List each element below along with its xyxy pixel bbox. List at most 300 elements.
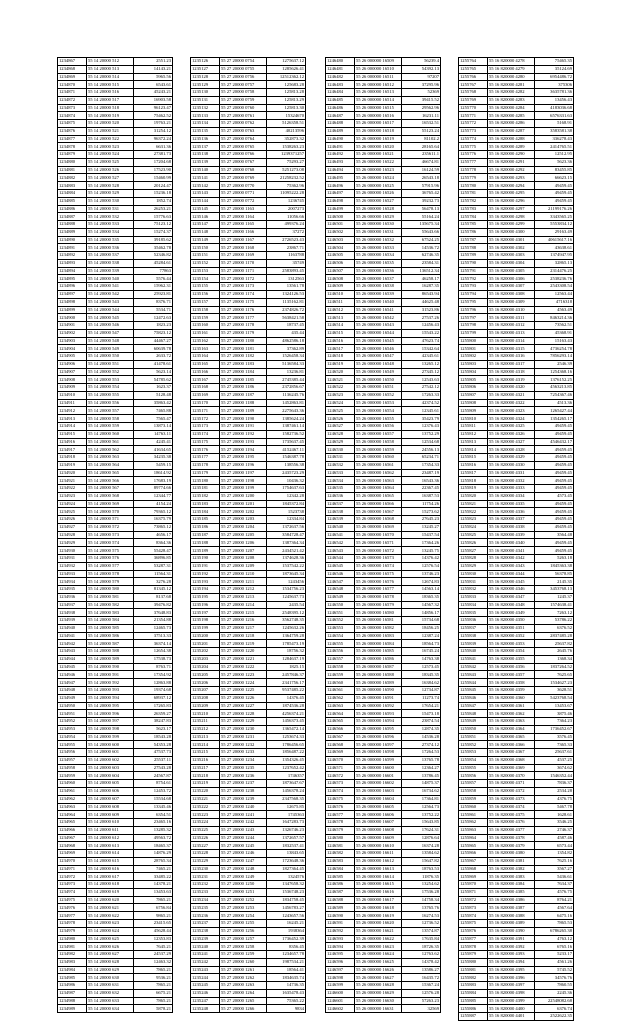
account-code-cell: 55 27 20000 1235 [220, 764, 267, 772]
amount-cell: 15473.18 [402, 710, 441, 718]
record-number-cell: 1255764 [459, 58, 488, 66]
record-number-cell: 1255798 [459, 322, 488, 330]
record-number-cell: 1235141 [191, 174, 220, 182]
record-number-cell: 1255815 [459, 454, 488, 462]
table-row [58, 283, 173, 291]
table-row [58, 531, 173, 539]
table-row [459, 259, 574, 267]
amount-cell: 15543.22 [402, 329, 441, 337]
amount-cell: 18726.35 [402, 943, 441, 951]
record-number-cell: 1246541 [326, 531, 355, 539]
record-number-cell: 1255872 [459, 896, 488, 904]
amount-cell: 3276.28 [134, 578, 173, 586]
record-number-cell: 1255855 [459, 764, 488, 772]
record-number-cell: 1235146 [191, 213, 220, 221]
amount-cell: 3674.62 [535, 764, 574, 772]
account-code-cell: 55 14 20000 548 [87, 337, 134, 345]
amount-cell: 1723648.36 [267, 857, 306, 865]
record-number-cell: 1255802 [459, 353, 488, 361]
amount-cell: 37272 [267, 228, 306, 236]
account-code-cell: 55 27 20000 1219 [220, 640, 267, 648]
record-number-cell: 1246482 [326, 73, 355, 81]
amount-cell: 28765.34 [134, 857, 173, 865]
table-row [191, 617, 306, 625]
account-code-cell: 55 16 820000 4335 [488, 500, 535, 508]
account-code-cell: 55 14 20000 625 [87, 935, 134, 943]
record-number-cell: 1234924 [58, 500, 87, 508]
record-number-cell: 1234983 [58, 958, 87, 966]
account-code-cell: 55 26 000000 16542 [355, 314, 402, 322]
account-code-cell: 55 14 20000 579 [87, 578, 134, 586]
account-code-cell: 55 16 820000 4384 [488, 881, 535, 889]
table-row [459, 213, 574, 221]
account-code-cell: 55 16 820000 4321 [488, 391, 535, 399]
account-code-cell: 55 27 20000 1164 [220, 213, 267, 221]
amount-cell: 15236.18 [134, 190, 173, 198]
table-row [459, 741, 574, 749]
amount-cell: 13752.29 [402, 430, 441, 438]
record-number-cell: 1234884 [58, 190, 87, 198]
account-code-cell: 55 26 000000 16524 [355, 174, 402, 182]
account-code-cell: 55 16 820000 4360 [488, 694, 535, 702]
record-number-cell: 1234886 [58, 205, 87, 213]
table-row [191, 803, 306, 811]
record-number-cell: 1246521 [326, 376, 355, 384]
record-number-cell: 1246597 [326, 966, 355, 974]
table-row [459, 539, 574, 547]
table-row [459, 415, 574, 423]
table-row [58, 73, 173, 81]
account-code-cell: 55 16 820000 4352 [488, 632, 535, 640]
table-row [326, 151, 441, 159]
account-code-cell: 55 16 820000 4381 [488, 857, 535, 865]
record-number-cell: 1235203 [191, 655, 220, 663]
account-code-cell: 55 27 20000 1237 [220, 780, 267, 788]
table-row [326, 516, 441, 524]
table-row [191, 508, 306, 516]
table-row [58, 780, 173, 788]
table-row [191, 749, 306, 757]
amount-cell: 7865.21 [134, 982, 173, 990]
record-number-cell: 1246562 [326, 694, 355, 702]
record-number-cell: 1246520 [326, 368, 355, 376]
table-row [58, 640, 173, 648]
account-code-cell: 55 14 20000 613 [87, 842, 134, 850]
record-number-cell: 1235158 [191, 306, 220, 314]
account-code-cell: 55 26 000000 16545 [355, 337, 402, 345]
table-row [326, 430, 441, 438]
table-row [58, 182, 173, 190]
record-number-cell: 1255832 [459, 586, 488, 594]
table-row [459, 127, 574, 135]
account-code-cell: 55 16 820000 4296 [488, 197, 535, 205]
record-number-cell: 1255864 [459, 834, 488, 842]
table-row [58, 795, 173, 803]
record-number-cell: 1246579 [326, 826, 355, 834]
amount-cell: 1834635.74 [267, 974, 306, 982]
account-code-cell: 55 27 20000 1191 [220, 422, 267, 430]
table-row [326, 842, 441, 850]
amount-cell: 8356.45 [267, 943, 306, 951]
record-number-cell: 1246556 [326, 648, 355, 656]
account-code-cell: 55 14 20000 617 [87, 873, 134, 881]
table-row [459, 228, 574, 236]
table-row [459, 873, 574, 881]
record-number-cell: 1235229 [191, 857, 220, 865]
table-row [459, 943, 574, 951]
record-number-cell: 1234910 [58, 391, 87, 399]
account-code-cell: 55 14 20000 529 [87, 190, 134, 198]
amount-cell: 54353.28 [134, 741, 173, 749]
account-code-cell: 55 27 20000 1201 [220, 500, 267, 508]
account-code-cell: 55 27 20000 1241 [220, 811, 267, 819]
table-row [191, 935, 306, 943]
table-row [459, 407, 574, 415]
record-number-cell: 1234925 [58, 508, 87, 516]
amount-cell: 16435.72 [402, 974, 441, 982]
table-row [459, 290, 574, 298]
account-code-cell: 55 27 20000 1245 [220, 842, 267, 850]
account-code-cell: 55 27 20000 1200 [220, 492, 267, 500]
amount-cell: 23584.31 [402, 259, 441, 267]
record-number-cell: 1235156 [191, 290, 220, 298]
amount-cell: 12387.24 [402, 632, 441, 640]
record-number-cell: 1235248 [191, 1005, 220, 1013]
account-code-cell: 55 27 20000 1250 [220, 881, 267, 889]
amount-cell: 49459.45 [535, 461, 574, 469]
amount-cell: 4563.49 [535, 306, 574, 314]
amount-cell: 15367.24 [402, 982, 441, 990]
amount-cell: 52346.82 [134, 252, 173, 260]
table-row [326, 523, 441, 531]
table-row [191, 795, 306, 803]
amount-cell: 7254367.46 [535, 391, 574, 399]
account-code-cell: 55 14 20000 618 [87, 881, 134, 889]
record-number-cell: 1255775 [459, 143, 488, 151]
table-row [326, 531, 441, 539]
record-number-cell: 1234972 [58, 873, 87, 881]
record-number-cell: 1255837 [459, 624, 488, 632]
account-code-cell: 55 16 820000 4297 [488, 205, 535, 213]
amount-cell: 375306 [535, 81, 574, 89]
record-number-cell: 1246580 [326, 834, 355, 842]
amount-cell: 55643.66 [402, 228, 441, 236]
table-row [326, 213, 441, 221]
amount-cell: 1254368.16 [535, 368, 574, 376]
amount-cell: 4763.12 [535, 935, 574, 943]
table-row [459, 951, 574, 959]
record-number-cell: 1234930 [58, 547, 87, 555]
record-number-cell: 1234964 [58, 811, 87, 819]
table-row [191, 982, 306, 990]
table-row [459, 997, 574, 1005]
amount-cell: 2372856.67 [267, 384, 306, 392]
amount-cell: 13245.27 [402, 523, 441, 531]
table-row [326, 912, 441, 920]
record-number-cell: 1246486 [326, 104, 355, 112]
record-number-cell: 1235235 [191, 904, 220, 912]
record-number-cell: 1235190 [191, 555, 220, 563]
account-code-cell: 55 14 20000 553 [87, 376, 134, 384]
table-row [459, 376, 574, 384]
table-row [191, 360, 306, 368]
account-code-cell: 55 16 820000 4377 [488, 826, 535, 834]
account-code-cell: 55 16 820000 4362 [488, 710, 535, 718]
table-row [58, 65, 173, 73]
table-row [58, 694, 173, 702]
amount-cell: 68937.12 [134, 694, 173, 702]
table-row [58, 601, 173, 609]
record-number-cell: 1246524 [326, 399, 355, 407]
account-code-cell: 55 16 820000 4305 [488, 267, 535, 275]
record-number-cell: 1255845 [459, 687, 488, 695]
table-row [459, 764, 574, 772]
account-code-cell: 55 14 20000 531 [87, 205, 134, 213]
table-row [58, 873, 173, 881]
amount-cell: 6786265.38 [535, 927, 574, 935]
account-code-cell: 55 27 20000 1244 [220, 834, 267, 842]
table-row [326, 764, 441, 772]
amount-cell: 4561.26 [535, 958, 574, 966]
table-row [191, 865, 306, 873]
record-number-cell: 1234968 [58, 842, 87, 850]
amount-cell: 5638421.58 [267, 314, 306, 322]
account-code-cell: 55 16 820000 4304 [488, 259, 535, 267]
table-row [459, 523, 574, 531]
record-number-cell: 1234890 [58, 236, 87, 244]
account-code-cell: 55 26 000000 16514 [355, 96, 402, 104]
table-row [326, 275, 441, 283]
table-row [459, 360, 574, 368]
account-code-cell: 55 27 20000 1239 [220, 795, 267, 803]
record-number-cell: 1255852 [459, 741, 488, 749]
account-code-cell: 55 16 820000 4323 [488, 407, 535, 415]
table-row [191, 888, 306, 896]
amount-cell: 34235.38 [134, 454, 173, 462]
amount-cell: 3562748.35 [267, 617, 306, 625]
account-code-cell: 55 26 000000 16546 [355, 345, 402, 353]
amount-cell: 49459.45 [535, 477, 574, 485]
record-number-cell: 1234871 [58, 89, 87, 97]
account-code-cell: 55 26 000000 16556 [355, 422, 402, 430]
account-code-cell: 55 27 20000 1212 [220, 586, 267, 594]
amount-cell: 16903.58 [134, 96, 173, 104]
amount-cell: 435.44 [267, 329, 306, 337]
account-code-cell: 55 14 20000 570 [87, 508, 134, 516]
account-code-cell: 55 16 820000 4279 [488, 65, 535, 73]
account-code-cell: 55 16 820000 4370 [488, 772, 535, 780]
account-code-cell: 55 16 820000 4369 [488, 764, 535, 772]
amount-cell: 5233.17 [535, 951, 574, 959]
amount-cell: 2457846.37 [267, 671, 306, 679]
amount-cell: 1845372.84 [267, 500, 306, 508]
amount-cell: 4563213.85 [535, 384, 574, 392]
account-code-cell: 55 16 820000 4348 [488, 601, 535, 609]
table-row [58, 904, 173, 912]
record-number-cell: 1234917 [58, 446, 87, 454]
table-row [191, 539, 306, 547]
record-number-cell: 1246546 [326, 570, 355, 578]
record-number-cell: 1235239 [191, 935, 220, 943]
account-code-cell: 55 16 820000 4373 [488, 795, 535, 803]
record-number-cell: 1255822 [459, 508, 488, 516]
amount-cell: 15962.31 [134, 283, 173, 291]
amount-cell: 2746.37 [535, 826, 574, 834]
table-row [459, 694, 574, 702]
account-code-cell: 55 16 820000 4375 [488, 811, 535, 819]
amount-cell: 5623.14 [134, 368, 173, 376]
table-row [459, 391, 574, 399]
table-row [459, 912, 574, 920]
amount-cell: 4862586.18 [267, 337, 306, 345]
table-row [191, 772, 306, 780]
record-number-cell: 1234893 [58, 259, 87, 267]
account-code-cell: 55 27 20000 1169 [220, 252, 267, 260]
account-code-cell: 55 16 820000 4388 [488, 912, 535, 920]
amount-cell: 8376.71 [134, 298, 173, 306]
amount-cell: 4376.75 [535, 795, 574, 803]
table-row [191, 151, 306, 159]
table-row [326, 989, 441, 997]
record-number-cell: 1235222 [191, 803, 220, 811]
account-code-cell: 55 14 20000 538 [87, 259, 134, 267]
account-code-cell: 55 14 20000 619 [87, 888, 134, 896]
record-number-cell: 1246544 [326, 555, 355, 563]
table-row [191, 58, 306, 66]
amount-cell: 83455.85 [535, 166, 574, 174]
record-number-cell: 1235245 [191, 982, 220, 990]
table-row [459, 438, 574, 446]
table-row [459, 609, 574, 617]
amount-cell: 4513.36 [535, 399, 574, 407]
record-number-cell: 1246594 [326, 943, 355, 951]
account-code-cell: 55 26 000000 16602 [355, 780, 402, 788]
record-number-cell: 1246557 [326, 655, 355, 663]
account-code-cell: 55 27 20000 1242 [220, 819, 267, 827]
record-number-cell: 1235174 [191, 430, 220, 438]
amount-cell: 19374.68 [134, 687, 173, 695]
amount-cell: 75123.12 [134, 221, 173, 229]
amount-cell: 8463214.36 [535, 314, 574, 322]
record-number-cell: 1235187 [191, 531, 220, 539]
account-code-cell: 55 16 820000 4372 [488, 787, 535, 795]
account-code-cell: 55 27 20000 1232 [220, 741, 267, 749]
amount-cell: 75462.52 [134, 112, 173, 120]
account-code-cell: 55 27 20000 1255 [220, 919, 267, 927]
table-row [58, 593, 173, 601]
account-code-cell: 55 27 20000 1170 [220, 259, 267, 267]
record-number-cell: 1255876 [459, 927, 488, 935]
amount-cell: 1546387.78 [267, 454, 306, 462]
amount-cell: 49459.45 [535, 539, 574, 547]
record-number-cell: 1234967 [58, 834, 87, 842]
record-number-cell: 1246511 [326, 298, 355, 306]
record-number-cell: 1255799 [459, 329, 488, 337]
amount-cell: 1852.74 [134, 197, 173, 205]
amount-cell: 14536.72 [402, 244, 441, 252]
amount-cell: 5128.48 [134, 391, 173, 399]
table-row [459, 120, 574, 128]
record-number-cell: 1255833 [459, 593, 488, 601]
account-code-cell: 55 27 20000 0757 [220, 81, 267, 89]
table-row [191, 174, 306, 182]
amount-cell: 57263.23 [402, 997, 441, 1005]
amount-cell: 21258232.52 [267, 174, 306, 182]
table-row [58, 819, 173, 827]
amount-cell: 16387.53 [402, 492, 441, 500]
amount-cell: 1526458.34 [267, 353, 306, 361]
account-code-cell: 55 14 20000 559 [87, 422, 134, 430]
record-number-cell: 1235186 [191, 523, 220, 531]
account-code-cell: 55 16 820000 4328 [488, 446, 535, 454]
table-row [58, 58, 173, 66]
amount-cell: 5136584.33 [267, 360, 306, 368]
table-row [459, 337, 574, 345]
amount-cell: 12543.63 [402, 376, 441, 384]
table-row [58, 407, 173, 415]
amount-cell: 7860.55 [535, 982, 574, 990]
account-code-cell: 55 16 820000 4359 [488, 687, 535, 695]
table-row [58, 174, 173, 182]
table-row [191, 205, 306, 213]
table-row [326, 640, 441, 648]
account-code-cell: 55 14 20000 515 [87, 81, 134, 89]
record-number-cell: 1246506 [326, 259, 355, 267]
account-code-cell: 55 26 000000 16519 [355, 135, 402, 143]
record-number-cell: 1234876 [58, 127, 87, 135]
record-number-cell: 1235126 [191, 58, 220, 66]
table-row [459, 702, 574, 710]
amount-cell: 6954486.72 [535, 73, 574, 81]
table-row [58, 205, 173, 213]
account-code-cell: 55 27 20000 1223 [220, 671, 267, 679]
account-code-cell: 55 16 820000 4295 [488, 190, 535, 198]
table-row [326, 508, 441, 516]
amount-cell: 62746.35 [402, 252, 441, 260]
table-row [326, 966, 441, 974]
amount-cell: 1735637.45 [267, 438, 306, 446]
table-row [58, 353, 173, 361]
record-number-cell: 1234898 [58, 298, 87, 306]
account-code-cell: 55 14 20000 607 [87, 795, 134, 803]
data-table-column-3 [325, 57, 441, 1013]
table-row [58, 314, 173, 322]
table-row [191, 252, 306, 260]
record-number-cell: 1255769 [459, 96, 488, 104]
record-number-cell: 1235210 [191, 710, 220, 718]
account-code-cell: 55 14 20000 623 [87, 919, 134, 927]
account-code-cell: 55 16 820000 4367 [488, 749, 535, 757]
record-number-cell: 1246490 [326, 135, 355, 143]
table-row [191, 399, 306, 407]
record-number-cell: 1234895 [58, 275, 87, 283]
table-row [459, 982, 574, 990]
record-number-cell: 1235165 [191, 360, 220, 368]
account-code-cell: 55 27 20000 1258 [220, 943, 267, 951]
account-code-cell: 55 16 820000 4389 [488, 919, 535, 927]
table-row [191, 997, 306, 1005]
record-number-cell: 1234971 [58, 865, 87, 873]
amount-cell: 56239.4 [402, 58, 441, 66]
record-number-cell: 1255887 [459, 1013, 488, 1021]
record-number-cell: 1235145 [191, 205, 220, 213]
record-number-cell: 1246523 [326, 391, 355, 399]
account-code-cell: 55 27 20000 1253 [220, 904, 267, 912]
record-number-cell: 1255781 [459, 190, 488, 198]
amount-cell: 16375.79 [134, 516, 173, 524]
record-number-cell: 1234984 [58, 966, 87, 974]
table-row [58, 143, 173, 151]
